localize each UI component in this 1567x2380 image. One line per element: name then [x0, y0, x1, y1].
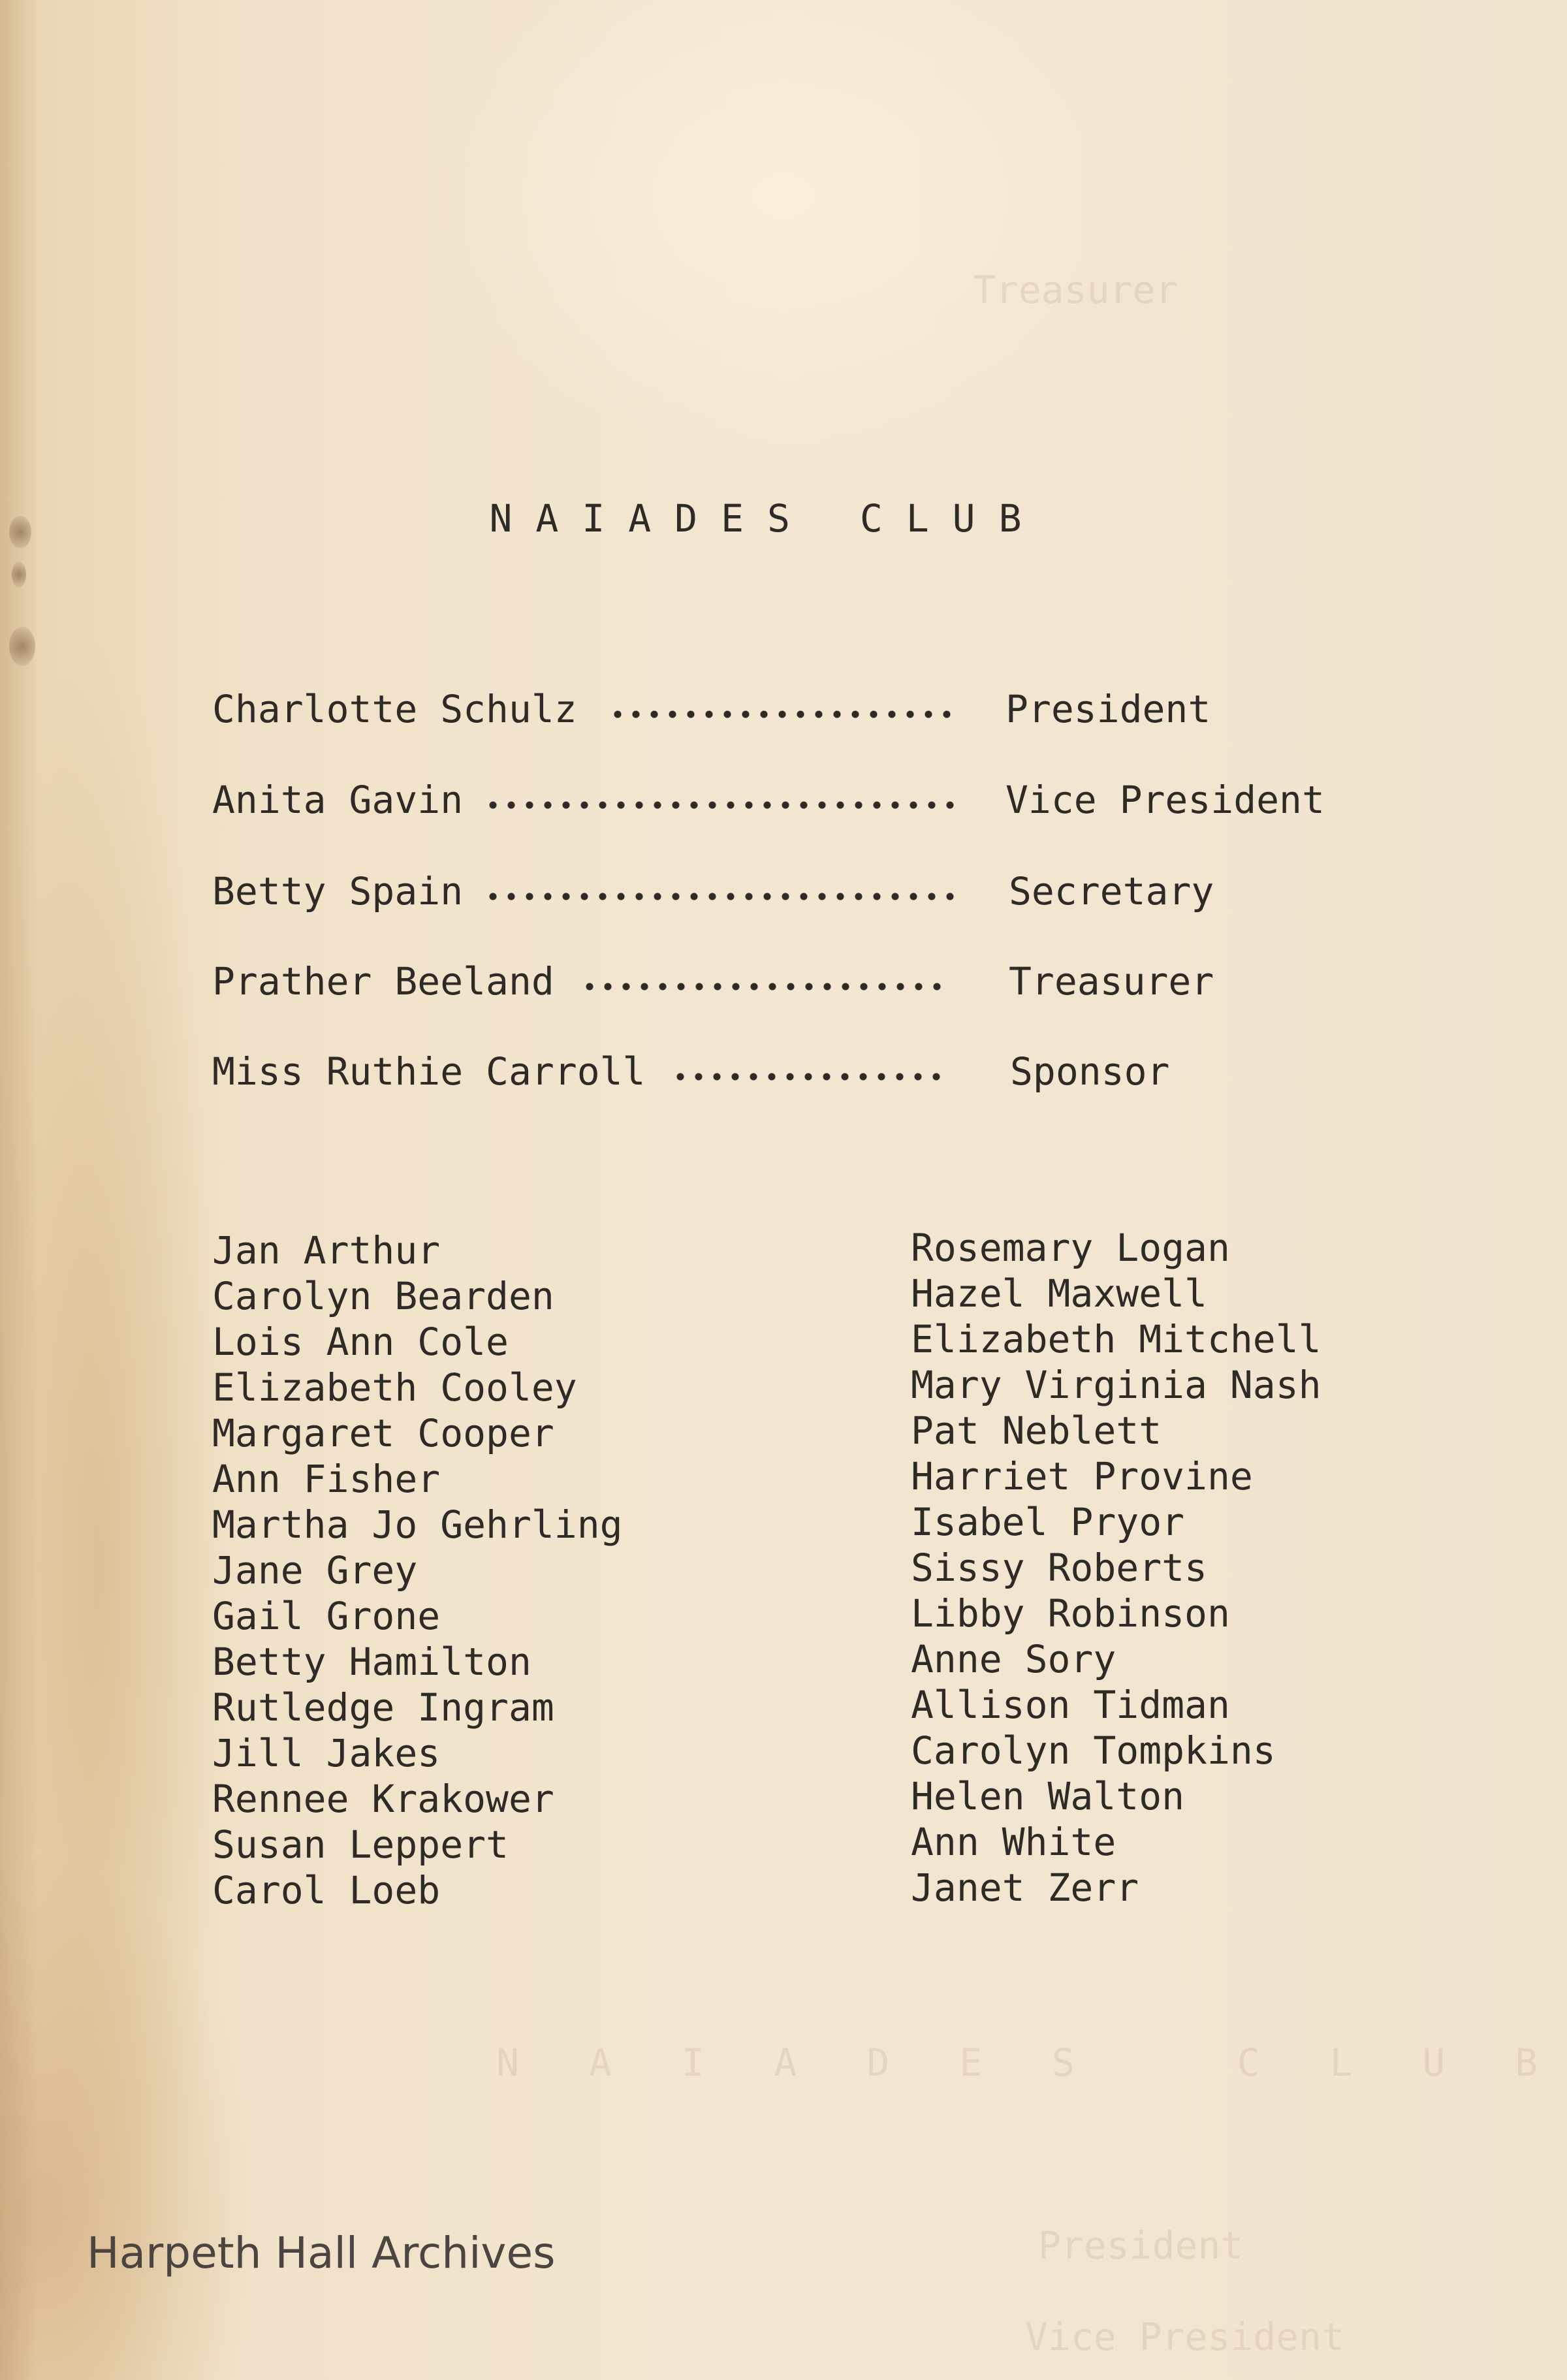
- show-through-text: N A I A D E S C L U B: [496, 2040, 1562, 2085]
- dot-leader: [489, 801, 959, 810]
- member-name: Allison Tidman: [911, 1683, 1230, 1727]
- officer-office: President: [1005, 687, 1211, 731]
- officer-name: Betty Spain: [212, 869, 464, 913]
- member-name: Isabel Pryor: [911, 1500, 1185, 1544]
- page-edge-shadow: [0, 0, 39, 2380]
- member-name: Gail Grone: [212, 1594, 441, 1638]
- punch-hole-mark: [12, 562, 26, 588]
- member-name: Jane Grey: [212, 1548, 418, 1593]
- members-list-right: [911, 1225, 1322, 1911]
- member-name: Hazel Maxwell: [911, 1271, 1207, 1316]
- officer-name: Miss Ruthie Carroll: [212, 1049, 646, 1094]
- officer-name: Prather Beeland: [212, 959, 554, 1004]
- member-name: Lois Ann Cole: [212, 1320, 509, 1364]
- member-name: Margaret Cooper: [212, 1411, 554, 1455]
- officer-row: [212, 865, 1387, 917]
- member-name: Ann White: [911, 1820, 1116, 1864]
- officer-row: [212, 1045, 1387, 1098]
- member-name: Elizabeth Cooley: [212, 1365, 577, 1410]
- member-name: Jan Arthur: [212, 1228, 441, 1273]
- show-through-text: President: [1038, 2223, 1244, 2268]
- member-name: Harriet Provine: [911, 1454, 1253, 1499]
- officer-office: Treasurer: [1009, 959, 1214, 1004]
- member-name: Jill Jakes: [212, 1731, 441, 1775]
- officer-row: [212, 683, 1387, 735]
- member-name: Pat Neblett: [911, 1408, 1162, 1453]
- officer-office: Sponsor: [1010, 1049, 1170, 1094]
- officer-name: Charlotte Schulz: [212, 687, 577, 731]
- dot-leader: [603, 710, 956, 719]
- member-name: Mary Virginia Nash: [911, 1363, 1322, 1407]
- officer-row: [212, 955, 1387, 1008]
- member-name: Elizabeth Mitchell: [911, 1317, 1322, 1361]
- member-name: Carol Loeb: [212, 1868, 441, 1912]
- member-name: Ann Fisher: [212, 1457, 441, 1501]
- show-through-text: Vice President: [1025, 2315, 1344, 2359]
- member-name: Susan Leppert: [212, 1822, 509, 1867]
- officer-name: Anita Gavin: [212, 778, 464, 822]
- dot-leader: [580, 982, 946, 991]
- officer-row: [212, 774, 1387, 826]
- member-name: Janet Zerr: [911, 1865, 1139, 1910]
- member-name: Anne Sory: [911, 1637, 1116, 1681]
- dot-leader: [671, 1072, 945, 1081]
- punch-hole-mark: [9, 627, 35, 666]
- member-name: Rutledge Ingram: [212, 1685, 554, 1730]
- show-through-text: Treasurer: [973, 268, 1179, 312]
- member-name: Martha Jo Gehrling: [212, 1502, 623, 1547]
- member-name: Rennee Krakower: [212, 1777, 554, 1821]
- archive-watermark: Harpeth Hall Archives: [87, 2228, 556, 2278]
- officer-office: Secretary: [1009, 869, 1214, 913]
- member-name: Rosemary Logan: [911, 1226, 1230, 1270]
- member-name: Helen Walton: [911, 1774, 1185, 1818]
- member-name: Sissy Roberts: [911, 1546, 1207, 1590]
- members-list-left: [212, 1228, 623, 1913]
- member-name: Carolyn Bearden: [212, 1274, 554, 1318]
- document-title: NAIADES CLUB: [489, 496, 1045, 541]
- dot-leader: [489, 892, 959, 901]
- member-name: Libby Robinson: [911, 1591, 1230, 1636]
- officer-office: Vice President: [1005, 778, 1325, 822]
- member-name: Carolyn Tompkins: [911, 1728, 1276, 1773]
- member-name: Betty Hamilton: [212, 1640, 531, 1684]
